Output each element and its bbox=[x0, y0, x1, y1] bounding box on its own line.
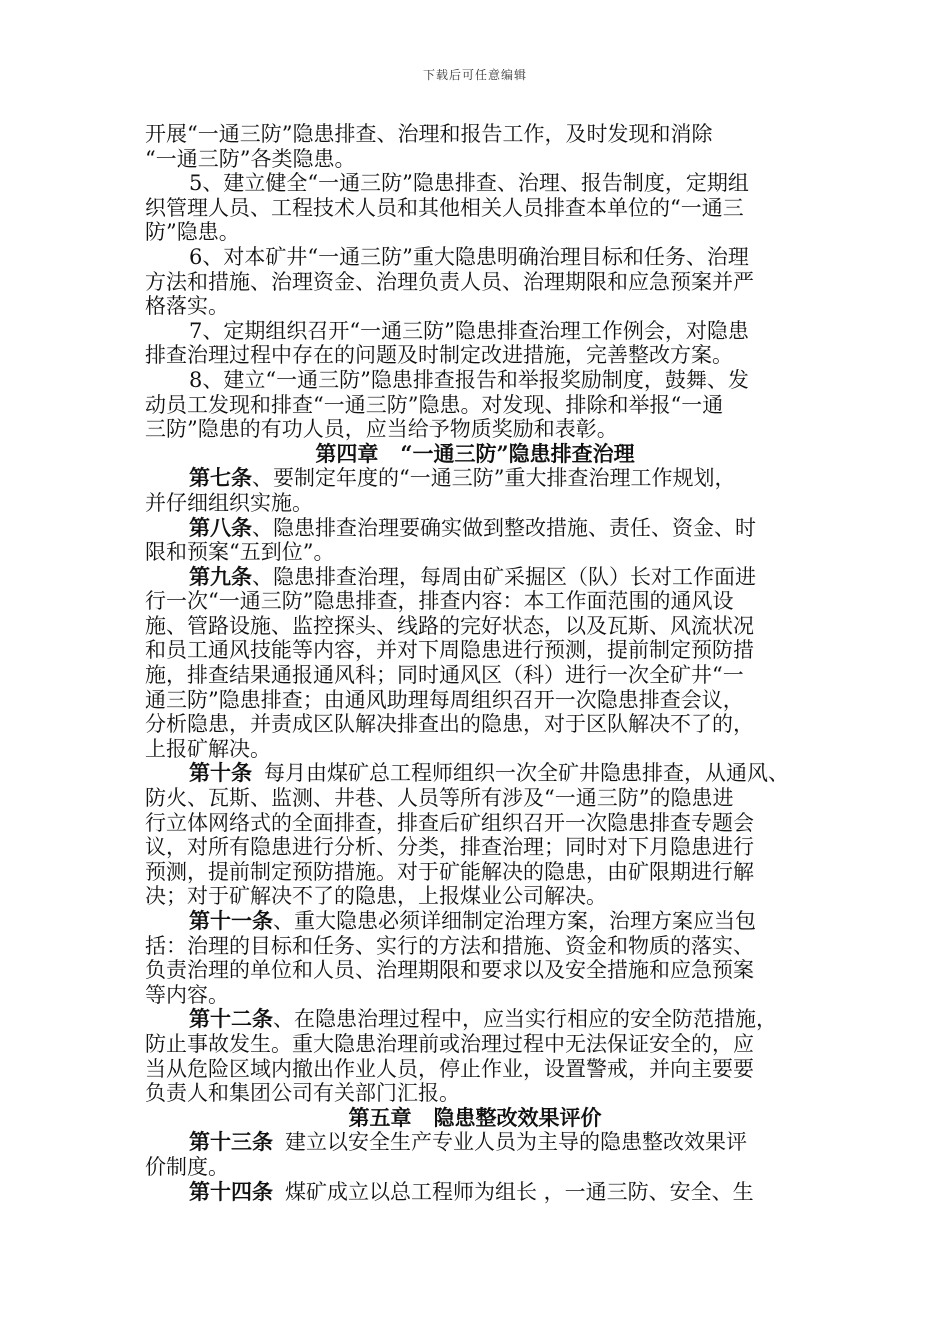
article-text: 、重大隐患必须详细制定治理方案，治理方案应当包 bbox=[273, 909, 756, 933]
paragraph-line: 议，对所有隐患进行分析、分类，排查治理；同时对下月隐患进行 bbox=[145, 835, 754, 860]
article-text: 、要制定年度的“一通三防”重大排查治理工作规划， bbox=[252, 466, 736, 491]
article-label: 第八条 bbox=[189, 514, 252, 540]
paragraph-line: 和员工通风技能等内容，并对下周隐患进行预测，提前制定预防措 bbox=[145, 638, 754, 663]
article-line bbox=[145, 1007, 815, 1032]
article-label: 第十三条 bbox=[189, 1129, 273, 1155]
paragraph-line: 括：治理的目标和任务、实行的方法和措施、资金和物质的落实、 bbox=[145, 933, 754, 958]
paragraph-line: 行一次“一通三防”隐患排查，排查内容：本工作面范围的通风设 bbox=[145, 589, 734, 614]
paragraph-line: 三防”隐患的有功人员，应当给予物质奖励和表彰。 bbox=[145, 417, 618, 442]
page-header: 下载后可任意编辑 bbox=[422, 68, 527, 82]
paragraph-line: 动员工发现和排查“一通三防”隐患。对发现、排除和举报“一通 bbox=[145, 392, 724, 417]
paragraph-line: 限和预案“五到位”。 bbox=[145, 540, 335, 565]
article-line bbox=[145, 466, 815, 491]
paragraph-line: 防火、瓦斯、监测、井巷、人员等所有涉及“一通三防”的隐患进 bbox=[145, 786, 734, 811]
article-label: 第九条 bbox=[189, 563, 252, 589]
chapter-title: 隐患整改效果评价 bbox=[433, 1104, 602, 1130]
article-text: 煤矿成立以总工程师为组长 ，一通三防、安全、生 bbox=[285, 1179, 754, 1204]
paragraph-line: 当从危险区域内撤出作业人员，停止作业，设置警戒，并向主要要 bbox=[145, 1056, 754, 1081]
article-text: 、在隐患治理过程中，应当实行相应的安全防范措施， bbox=[273, 1007, 777, 1032]
article-line bbox=[145, 761, 815, 786]
chapter-heading bbox=[145, 442, 805, 467]
paragraph-line: 5、建立健全“一通三防”隐患排查、治理、报告制度，定期组 bbox=[189, 171, 749, 196]
article-text: 、隐患排查治理要确实做到整改措施、责任、资金、时 bbox=[252, 515, 756, 540]
paragraph-line: 6、对本矿井“一通三防”重大隐患明确治理目标和任务、治理 bbox=[189, 244, 749, 269]
paragraph-line: 并仔细组织实施。 bbox=[145, 490, 313, 515]
article-text: 、隐患排查治理，每周由矿采掘区（队）长对工作面进 bbox=[252, 564, 756, 589]
paragraph-line: 预测，提前制定预防措施。对于矿能解决的隐患，由矿限期进行解 bbox=[145, 859, 754, 884]
paragraph-line: 价制度。 bbox=[145, 1154, 229, 1179]
paragraph-line: 格落实。 bbox=[145, 294, 229, 319]
paragraph-line: 开展“一通三防”隐患排查、治理和报告工作，及时发现和消除 bbox=[145, 122, 713, 146]
paragraph-line: 施，排查结果通报通风科；同时通风区（科）进行一次全矿井“一 bbox=[145, 663, 744, 688]
paragraph-line: 施、管路设施、监控探头、线路的完好状态，以及瓦斯、风流状况 bbox=[145, 613, 754, 638]
chapter-heading bbox=[145, 1106, 805, 1131]
paragraph-line: 防”隐患。 bbox=[145, 220, 240, 245]
article-line bbox=[145, 516, 815, 541]
paragraph-line: 方法和措施、治理资金、治理负责人员、治理期限和应急预案并严 bbox=[145, 269, 754, 294]
paragraph-line: 等内容。 bbox=[145, 982, 229, 1007]
paragraph-line: 织管理人员、工程技术人员和其他相关人员排查本单位的“一通三 bbox=[145, 195, 744, 220]
paragraph-line: 分析隐患，并责成区队解决排查出的隐患，对于区队解决不了的， bbox=[145, 712, 754, 737]
article-line bbox=[145, 1130, 815, 1155]
article-text: 建立以安全生产专业人员为主导的隐患整改效果评 bbox=[285, 1130, 747, 1155]
paragraph-line: 负责治理的单位和人员、治理期限和要求以及安全措施和应急预案 bbox=[145, 958, 754, 983]
paragraph-line: 防止事故发生。重大隐患治理前或治理过程中无法保证安全的，应 bbox=[145, 1031, 754, 1056]
paragraph-line: 排查治理过程中存在的问题及时制定改进措施，完善整改方案。 bbox=[145, 343, 733, 368]
article-text: 每月由煤矿总工程师组织一次全矿井隐患排查，从通风、 bbox=[264, 761, 789, 786]
paragraph-line: 负责人和集团公司有关部门汇报。 bbox=[145, 1081, 460, 1106]
paragraph-line: 通三防”隐患排查；由通风助理每周组织召开一次隐患排查会议， bbox=[145, 687, 744, 712]
article-label: 第七条 bbox=[189, 465, 252, 491]
article-label: 第十二条 bbox=[189, 1006, 273, 1032]
article-label: 第十四条 bbox=[189, 1178, 273, 1204]
article-label: 第十一条 bbox=[189, 908, 273, 933]
paragraph-line: “一通三防”各类隐患。 bbox=[145, 146, 356, 171]
paragraph-line: 7、定期组织召开“一通三防”隐患排查治理工作例会，对隐患 bbox=[189, 318, 749, 343]
paragraph-line: 行立体网络式的全面排查，排查后矿组织召开一次隐患排查专题会 bbox=[145, 810, 754, 835]
paragraph-line: 8、建立“一通三防”隐患排查报告和举报奖励制度，鼓舞、发 bbox=[189, 367, 749, 392]
chapter-number: 第五章 bbox=[348, 1104, 412, 1130]
article-line bbox=[145, 1180, 815, 1205]
article-line bbox=[145, 909, 815, 934]
paragraph-line: 上报矿解决。 bbox=[145, 736, 271, 761]
chapter-number: 第四章 bbox=[315, 440, 379, 466]
document-body bbox=[145, 122, 815, 1204]
chapter-title: “一通三防”隐患排查治理 bbox=[400, 440, 635, 466]
article-line bbox=[145, 565, 815, 590]
article-label: 第十条 bbox=[189, 760, 252, 786]
paragraph-line: 决；对于矿解决不了的隐患，上报煤业公司解决。 bbox=[145, 884, 607, 909]
